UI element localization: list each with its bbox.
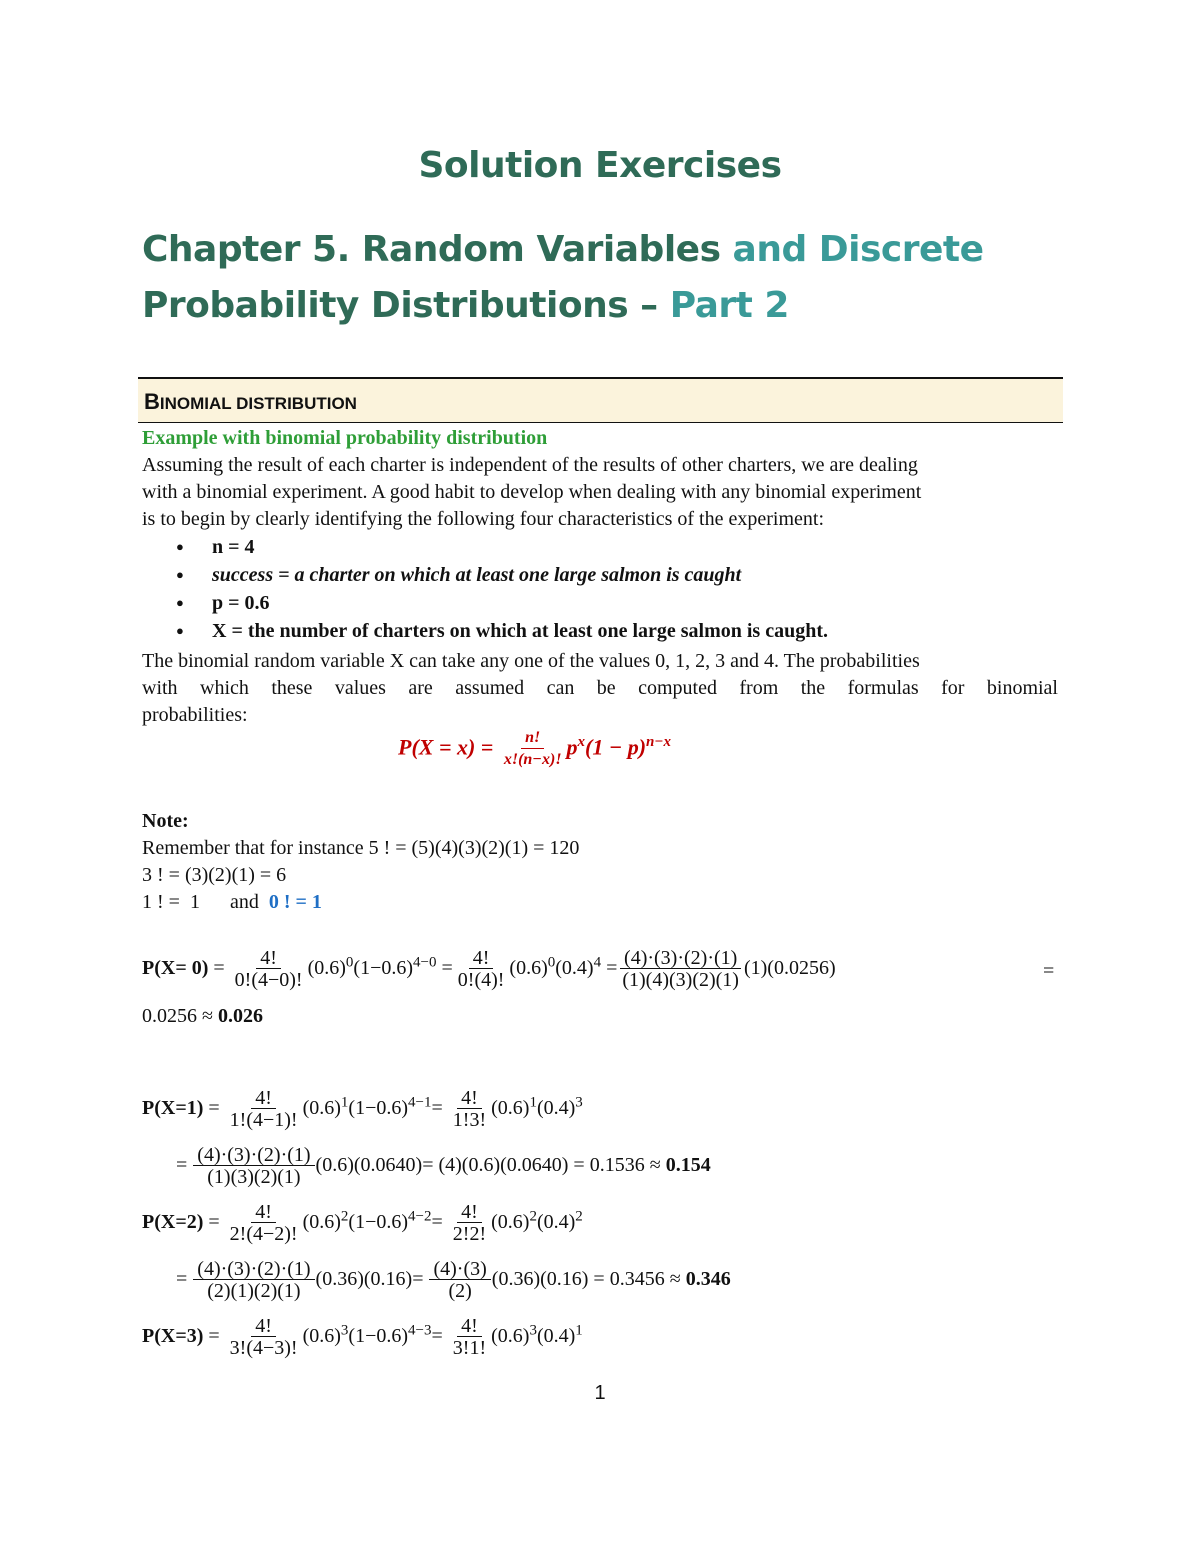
px3-equation: P(X=3) = $\frac{4!}{3!(4-3)!}$ $(0.6)^3(1-0.6)^{4-3}=$ $\frac{4!}{3!1!}$ $(0.6)^3(0.4)^1$ [142,1315,583,1359]
note-block [142,808,579,916]
section-title: BINOMIAL DISTRIBUTION [144,389,357,414]
px1-equation: P(X=1) = $\frac{4!}{1!(4-1)!}$ $(0.6)^1(1-0.6)^{4-1}=$ $\frac{4!}{1!3!}$ $(0.6)^1(0.4)^3$ [142,1087,583,1131]
px1-continuation: = $\frac{(4)\cdot(3)\cdot(2)\cdot(1)}{(1)(3)(2)(1)}$ (0.6)(0.0640)= (4)(0.6)(0.0640) = 0.1536 ≈ 0.154 [176,1144,711,1188]
px0-equation: P(X= 0) = $\frac{4!}{0!(4-0)!}$ $(0.6)^0(1-0.6)^{4-0}$ = $\frac{4!}{0!(4)!}$ $(0.6)^0(0.4)^4$ = $\frac{(4)\cdot(3)\cdot(2)\cdot(1)}{(1)(4)(3)(2)(1)}$ (1)(0.0256) [142,947,836,991]
chapter-title-line2: Probability Distributions – Part 2 [142,285,789,326]
list-item: ● p = 0.6 [142,589,828,617]
values-paragraph: The binomial random variable X can take any one of the values 0, 1, 2, 3 and 4. The probabilities with which these values are assumed can be computed from the formulas for binomial probabilities: [142,650,1058,726]
note-line: Remember that for instance 5 ! = (5)(4)(3)(2)(1) = 120 [142,837,580,859]
px2-equation: P(X=2) = $\frac{4!}{2!(4-2)!}$ $(0.6)^2(1-0.6)^{4-2}=$ $\frac{4!}{2!2!}$ $(0.6)^2(0.4)^2$ [142,1201,583,1245]
list-item: ● success = a charter on which at least one large salmon is caught [142,561,828,589]
chapter-title [142,222,984,334]
px2-continuation: = $\frac{(4)\cdot(3)\cdot(2)\cdot(1)}{(2)(1)(2)(1)}$ (0.36)(0.16)= $\frac{(4)\cdot(3)}{(2)}$ (0.36)(0.16) = 0.3456 ≈ 0.346 [176,1258,731,1302]
intro-paragraph: Assuming the result of each charter is independent of the results of other charters, we are dealing with a binomial experiment. A good habit to develop when dealing with any binomial experiment is to begin by clearly identifying the following four characteristics of the experiment: [142,454,922,530]
section-bar [138,377,1063,423]
example-title: Example with binomial probability distribution [142,427,548,449]
page-number: 1 [594,1382,606,1404]
note-label: Note: [142,810,189,832]
px0-result: 0.0256 ≈ 0.026 [142,1005,263,1027]
formula-fraction: $\frac{n!}{x!(n-x)!}$ [503,729,562,768]
characteristics-list [142,533,828,645]
page-heading: Solution Exercises [418,145,782,186]
note-line: 3 ! = (3)(2)(1) = 6 [142,864,287,886]
list-item: ● X = the number of charters on which at least one large salmon is caught. [142,617,828,645]
note-line: 1 ! = 1 and 0 ! = 1 [142,891,322,913]
list-item: ● n = 4 [142,533,828,561]
px0-trailing-equals: = [1043,960,1055,982]
binomial-formula: P(X = x) = $\frac{n!}{x!(n-x)!}$ $p^x(1 - p)^{n-x}$ [398,728,671,771]
chapter-title-line1: Chapter 5. Random Variables and Discrete [142,229,984,270]
